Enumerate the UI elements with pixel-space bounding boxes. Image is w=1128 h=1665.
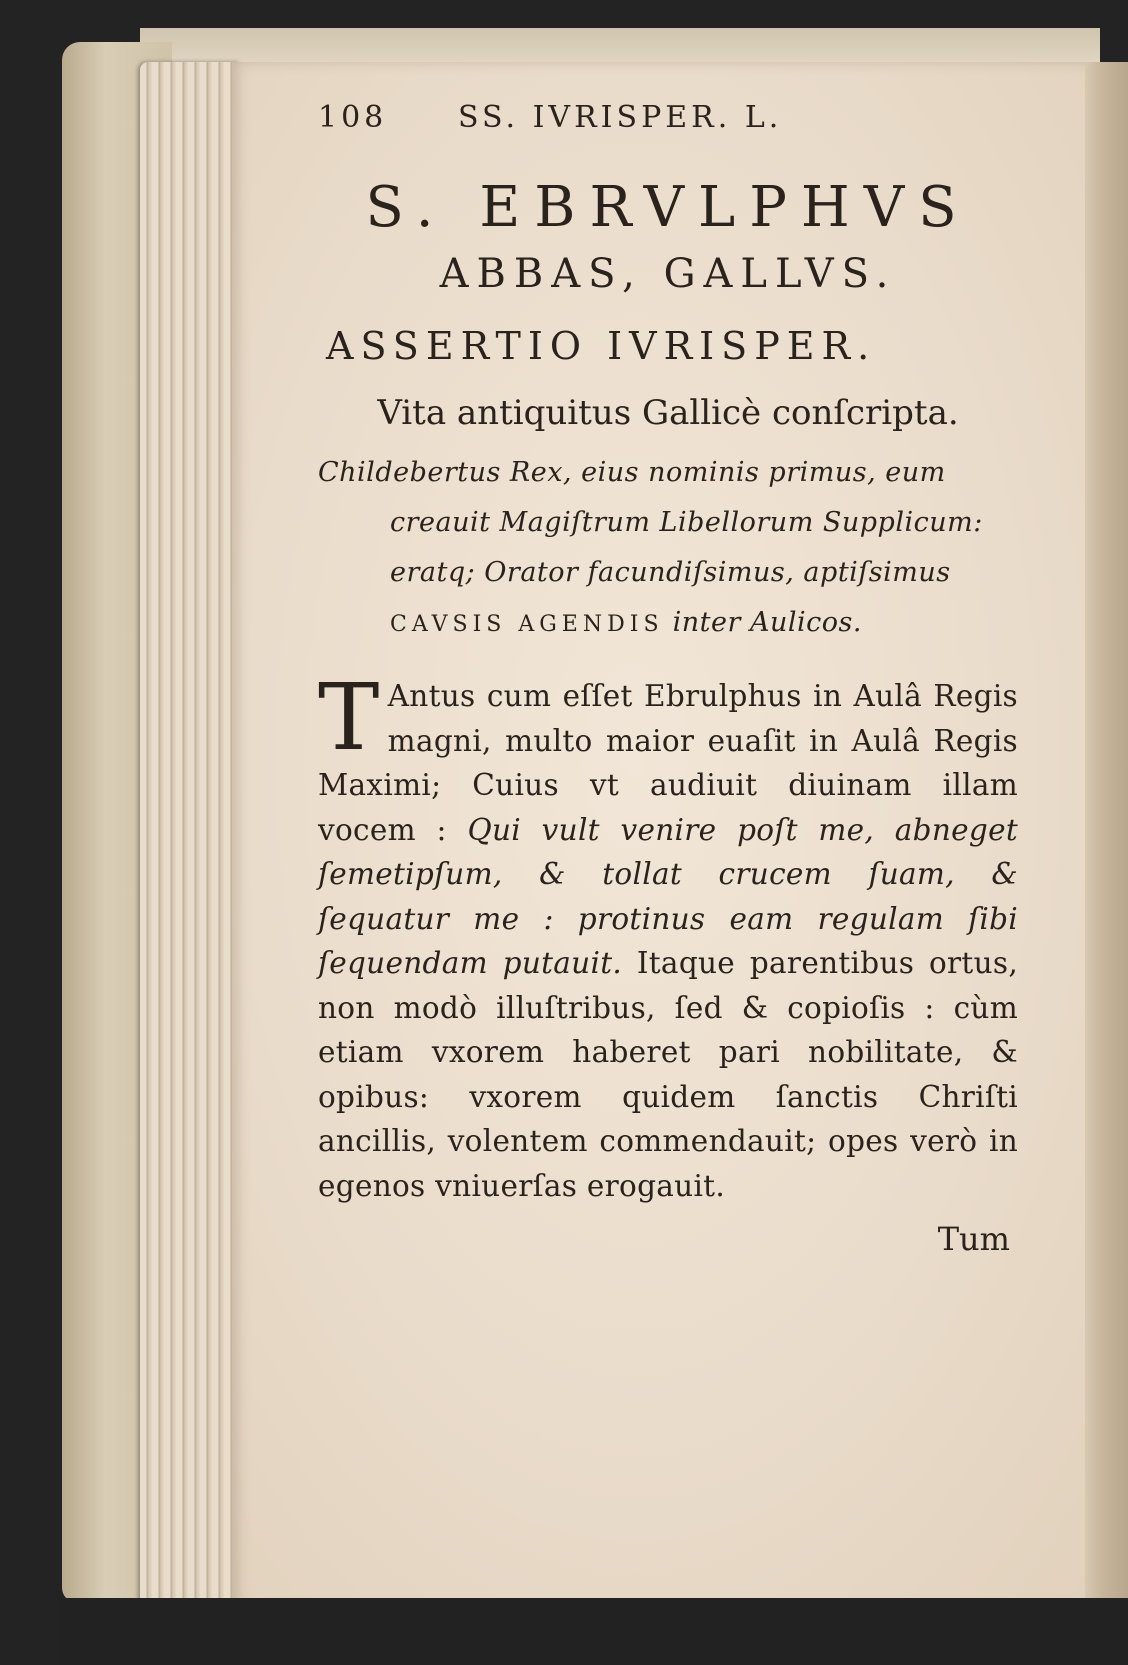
catchword: Tum xyxy=(937,1220,1010,1258)
vita-note: Vita antiquitus Gallicè conſcripta. xyxy=(377,393,959,433)
background xyxy=(60,1598,1128,1665)
drop-cap: T xyxy=(318,664,380,771)
page-number: 108 xyxy=(318,100,388,135)
summary-small-caps: CAVSIS AGENDIS xyxy=(390,612,664,637)
running-title: SS. IVRISPER. L. xyxy=(458,100,783,135)
page-gutter xyxy=(1085,62,1128,1610)
page-edges xyxy=(140,62,240,1610)
body-quote: Qui vult venire poſt me, abneget ſemetipſum, & tollat crucem ſuam, & ſequatur me : protinus eam regulam ſibi ſequendam putauit. xyxy=(318,812,1019,980)
section-title: ASSERTIO IVRISPER. xyxy=(326,324,877,368)
saint-subtitle: ABBAS, GALLVS. xyxy=(439,251,897,297)
summary-text: Childebertus Rex, eius nominis primus, eum creauit Magiſtrum Libellorum Supplicum: eratq; Orator facundiſsimus, aptiſsimus xyxy=(318,457,983,588)
body-paragraph xyxy=(318,664,1019,1208)
summary-paragraph xyxy=(318,448,1018,650)
running-head xyxy=(318,100,1018,148)
body-text-part-2: Itaque parentibus ortus, non modò illuſtribus, ſed & copioſis : cùm etiam vxorem haberet pari nobilitate, & opibus: vxorem quidem ſanctis Chriſti ancillis, volentem commendauit; opes verò in egenos vniuerſas erogauit. xyxy=(318,946,1018,1203)
body-text-part-1: Antus cum eſſet Ebrulphus in Aulâ Regis magni, multo maior euaſit in Aulâ Regis Maximi; Cuius vt audiuit diuinam illam vocem : xyxy=(318,679,1018,847)
saint-name-heading: S. EBRVLPHVS xyxy=(365,175,971,240)
summary-tail: inter Aulicos. xyxy=(672,607,862,638)
page-content xyxy=(318,100,1018,1258)
